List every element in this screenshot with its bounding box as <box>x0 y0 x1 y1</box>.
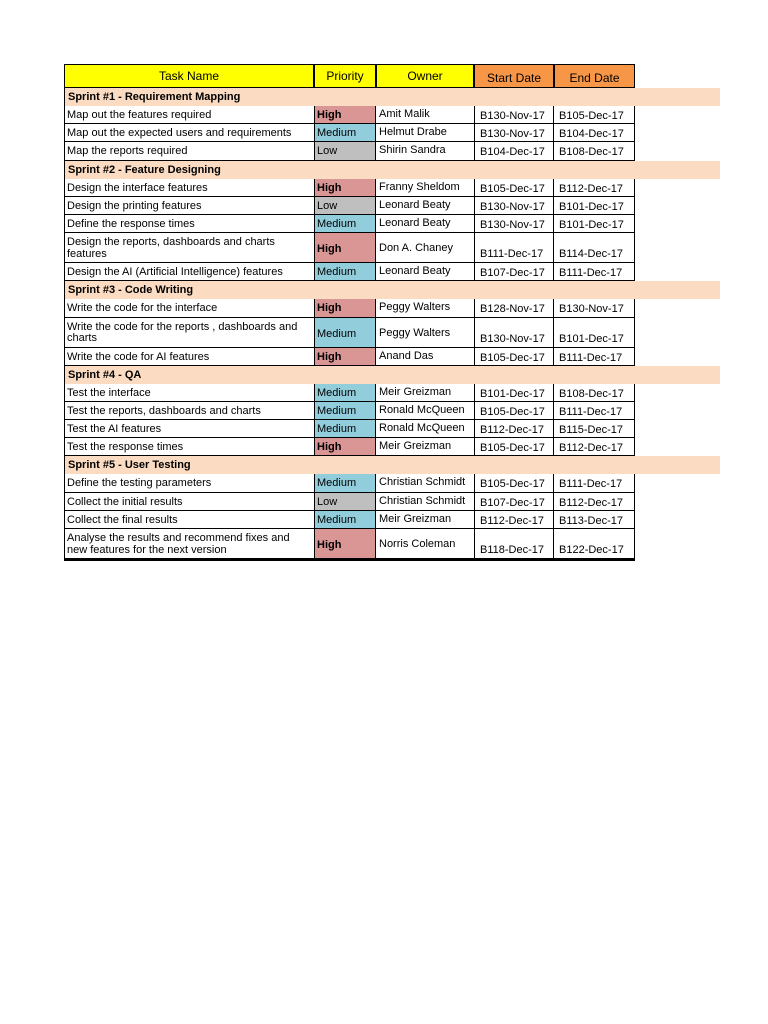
table-row <box>64 124 635 142</box>
table-row <box>64 106 635 124</box>
task-name-cell[interactable]: Test the reports, dashboards and charts <box>64 402 314 420</box>
table-row <box>64 215 635 233</box>
priority-cell[interactable]: Low <box>314 493 376 511</box>
sprint-header[interactable]: Sprint #2 - Feature Designing <box>64 161 720 179</box>
start-date-cell[interactable]: B105-Dec-17 <box>474 402 554 420</box>
end-date-cell[interactable]: B112-Dec-17 <box>554 179 635 197</box>
priority-cell[interactable]: High <box>314 529 376 559</box>
table-row <box>64 384 635 402</box>
owner-cell[interactable]: Don A. Chaney <box>376 233 474 263</box>
owner-cell[interactable]: Christian Schmidt <box>376 474 474 492</box>
owner-cell[interactable]: Shirin Sandra <box>376 142 474 160</box>
sprint-header[interactable]: Sprint #5 - User Testing <box>64 456 720 474</box>
task-name-cell[interactable]: Design the interface features <box>64 179 314 197</box>
end-date-cell[interactable]: B111-Dec-17 <box>554 263 635 281</box>
header-task-name[interactable]: Task Name <box>64 64 314 88</box>
priority-cell[interactable]: Medium <box>314 402 376 420</box>
task-name-cell[interactable]: Design the printing features <box>64 197 314 215</box>
start-date-cell[interactable]: B130-Nov-17 <box>474 197 554 215</box>
table-row <box>64 511 635 529</box>
end-date-cell[interactable]: B105-Dec-17 <box>554 106 635 124</box>
priority-cell[interactable]: Medium <box>314 420 376 438</box>
table-row <box>64 402 635 420</box>
start-date-cell[interactable]: B130-Nov-17 <box>474 106 554 124</box>
priority-cell[interactable]: Medium <box>314 318 376 348</box>
table-row <box>64 474 635 492</box>
owner-cell[interactable]: Amit Malik <box>376 106 474 124</box>
owner-cell[interactable]: Norris Coleman <box>376 529 474 559</box>
end-date-cell[interactable]: B108-Dec-17 <box>554 384 635 402</box>
end-date-cell[interactable]: B113-Dec-17 <box>554 511 635 529</box>
priority-cell[interactable]: High <box>314 348 376 366</box>
table-row <box>64 438 635 456</box>
owner-cell[interactable]: Leonard Beaty <box>376 215 474 233</box>
priority-cell[interactable]: Low <box>314 142 376 160</box>
task-name-cell[interactable]: Write the code for AI features <box>64 348 314 366</box>
priority-cell[interactable]: Medium <box>314 215 376 233</box>
end-date-cell[interactable]: B111-Dec-17 <box>554 474 635 492</box>
priority-cell[interactable]: High <box>314 233 376 263</box>
owner-cell[interactable]: Franny Sheldom <box>376 179 474 197</box>
table-row <box>64 233 635 263</box>
task-name-cell[interactable]: Collect the final results <box>64 511 314 529</box>
end-date-cell[interactable]: B130-Nov-17 <box>554 299 635 317</box>
table-row <box>64 420 635 438</box>
end-date-cell[interactable]: B111-Dec-17 <box>554 348 635 366</box>
task-name-cell[interactable]: Test the interface <box>64 384 314 402</box>
header-start-date[interactable]: Start Date <box>474 64 554 88</box>
owner-cell[interactable]: Ronald McQueen <box>376 420 474 438</box>
owner-cell[interactable]: Helmut Drabe <box>376 124 474 142</box>
table-row <box>64 142 635 160</box>
owner-cell[interactable]: Leonard Beaty <box>376 197 474 215</box>
priority-cell[interactable]: Medium <box>314 124 376 142</box>
start-date-cell[interactable]: B111-Dec-17 <box>474 233 554 263</box>
owner-cell[interactable]: Leonard Beaty <box>376 263 474 281</box>
start-date-cell[interactable]: B105-Dec-17 <box>474 348 554 366</box>
owner-cell[interactable]: Peggy Walters <box>376 318 474 348</box>
header-owner[interactable]: Owner <box>376 64 474 88</box>
table-row <box>64 348 635 366</box>
table-row <box>64 493 635 511</box>
priority-cell[interactable]: Medium <box>314 474 376 492</box>
task-name-cell[interactable]: Map out the expected users and requirements <box>64 124 314 142</box>
owner-cell[interactable]: Anand Das <box>376 348 474 366</box>
task-name-cell[interactable]: Analyse the results and recommend fixes and new features for the next version <box>64 529 314 559</box>
end-date-cell[interactable]: B111-Dec-17 <box>554 402 635 420</box>
task-sheet <box>64 64 720 561</box>
table-body <box>64 88 720 559</box>
end-date-cell[interactable]: B101-Dec-17 <box>554 215 635 233</box>
priority-cell[interactable]: Medium <box>314 263 376 281</box>
start-date-cell[interactable]: B101-Dec-17 <box>474 384 554 402</box>
end-date-cell[interactable]: B101-Dec-17 <box>554 197 635 215</box>
end-date-cell[interactable]: B104-Dec-17 <box>554 124 635 142</box>
priority-cell[interactable]: High <box>314 106 376 124</box>
start-date-cell[interactable]: B105-Dec-17 <box>474 179 554 197</box>
priority-cell[interactable]: Medium <box>314 511 376 529</box>
owner-cell[interactable]: Peggy Walters <box>376 299 474 317</box>
owner-cell[interactable]: Ronald McQueen <box>376 402 474 420</box>
priority-cell[interactable]: High <box>314 438 376 456</box>
task-name-cell[interactable]: Define the response times <box>64 215 314 233</box>
end-date-cell[interactable]: B114-Dec-17 <box>554 233 635 263</box>
table-row <box>64 263 635 281</box>
header-end-date[interactable]: End Date <box>554 64 635 88</box>
task-name-cell[interactable]: Test the response times <box>64 438 314 456</box>
sprint-header[interactable]: Sprint #4 - QA <box>64 366 720 384</box>
priority-cell[interactable]: Low <box>314 197 376 215</box>
table-row <box>64 197 635 215</box>
start-date-cell[interactable]: B105-Dec-17 <box>474 438 554 456</box>
sprint-header[interactable]: Sprint #3 - Code Writing <box>64 281 720 299</box>
start-date-cell[interactable]: B118-Dec-17 <box>474 529 554 559</box>
task-name-cell[interactable]: Test the AI features <box>64 420 314 438</box>
task-name-cell[interactable]: Collect the initial results <box>64 493 314 511</box>
end-date-cell[interactable]: B112-Dec-17 <box>554 493 635 511</box>
task-name-cell[interactable]: Map the reports required <box>64 142 314 160</box>
task-name-cell[interactable]: Write the code for the reports , dashboards and charts <box>64 318 314 348</box>
owner-cell[interactable]: Meir Greizman <box>376 438 474 456</box>
priority-cell[interactable]: Medium <box>314 384 376 402</box>
sprint-header[interactable]: Sprint #1 - Requirement Mapping <box>64 88 720 106</box>
start-date-cell[interactable]: B105-Dec-17 <box>474 474 554 492</box>
end-date-cell[interactable]: B108-Dec-17 <box>554 142 635 160</box>
task-name-cell[interactable]: Map out the features required <box>64 106 314 124</box>
end-date-cell[interactable]: B101-Dec-17 <box>554 318 635 348</box>
priority-cell[interactable]: High <box>314 179 376 197</box>
owner-cell[interactable]: Meir Greizman <box>376 511 474 529</box>
priority-cell[interactable]: High <box>314 299 376 317</box>
start-date-cell[interactable]: B107-Dec-17 <box>474 493 554 511</box>
table-row <box>64 179 635 197</box>
table-row <box>64 299 635 317</box>
table-bottom-border <box>64 559 635 561</box>
start-date-cell[interactable]: B130-Nov-17 <box>474 124 554 142</box>
owner-cell[interactable]: Christian Schmidt <box>376 493 474 511</box>
header-priority[interactable]: Priority <box>314 64 376 88</box>
start-date-cell[interactable]: B130-Nov-17 <box>474 215 554 233</box>
header-row <box>64 64 720 88</box>
task-name-cell[interactable]: Define the testing parameters <box>64 474 314 492</box>
end-date-cell[interactable]: B112-Dec-17 <box>554 438 635 456</box>
end-date-cell[interactable]: B115-Dec-17 <box>554 420 635 438</box>
table-row <box>64 318 635 348</box>
end-date-cell[interactable]: B122-Dec-17 <box>554 529 635 559</box>
task-name-cell[interactable]: Design the reports, dashboards and charts features <box>64 233 314 263</box>
table-row <box>64 529 635 559</box>
start-date-cell[interactable]: B112-Dec-17 <box>474 511 554 529</box>
task-name-cell[interactable]: Write the code for the interface <box>64 299 314 317</box>
start-date-cell[interactable]: B112-Dec-17 <box>474 420 554 438</box>
start-date-cell[interactable]: B128-Nov-17 <box>474 299 554 317</box>
task-name-cell[interactable]: Design the AI (Artificial Intelligence) features <box>64 263 314 281</box>
start-date-cell[interactable]: B104-Dec-17 <box>474 142 554 160</box>
owner-cell[interactable]: Meir Greizman <box>376 384 474 402</box>
start-date-cell[interactable]: B130-Nov-17 <box>474 318 554 348</box>
start-date-cell[interactable]: B107-Dec-17 <box>474 263 554 281</box>
